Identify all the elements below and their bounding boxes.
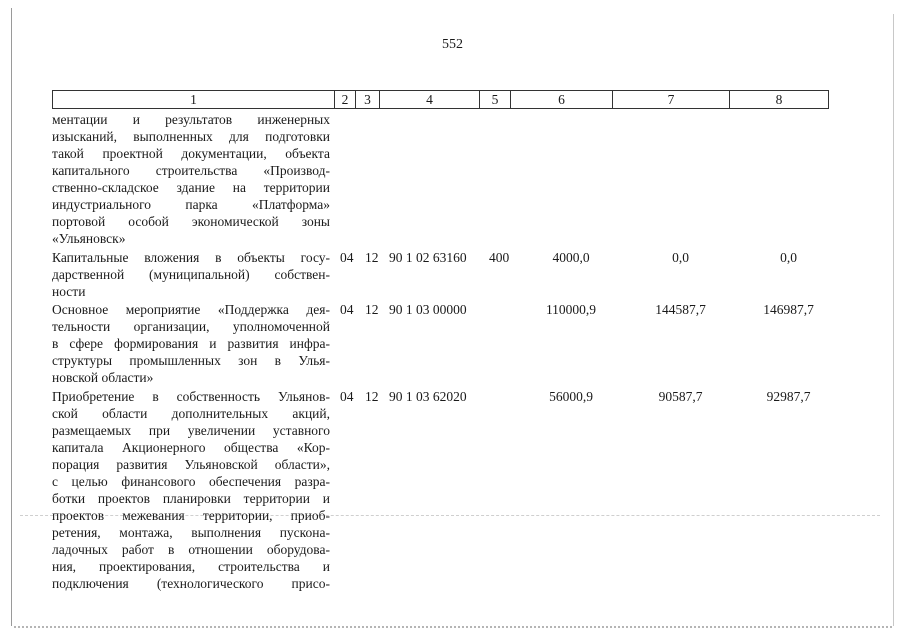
row-section-code: 04 xyxy=(340,250,354,265)
row-amount-col7: 0,0 xyxy=(672,250,689,265)
row-description-line: ретения, монтажа, выполнения пускона- xyxy=(52,525,330,540)
column-header-8: 8 xyxy=(730,91,829,109)
row-amount-col6: 4000,0 xyxy=(552,250,590,265)
row-description-line: «Ульяновск» xyxy=(52,231,126,246)
column-header-1: 1 xyxy=(53,91,335,109)
column-header-4: 4 xyxy=(380,91,480,109)
column-header-table xyxy=(52,90,829,109)
row-description-line: подключения (технологического присо- xyxy=(52,576,330,591)
row-description-line: в сфере формирования и развития инфра- xyxy=(52,336,330,351)
row-amount-col8: 0,0 xyxy=(780,250,797,265)
row-section-code: 04 xyxy=(340,302,354,317)
row-subsection-code: 12 xyxy=(365,302,379,317)
row-description-line: индустриального парка «Платформа» xyxy=(52,197,330,212)
page-edge-left xyxy=(11,8,12,626)
row-subsection-code: 12 xyxy=(365,389,379,404)
row-description-line: структуры промышленных зон в Улья- xyxy=(52,353,330,368)
row-description-line: портовой особой экономической зоны xyxy=(52,214,330,229)
row-description-line: ности xyxy=(52,284,86,299)
row-description xyxy=(52,301,330,386)
row-description-line: капитала Акционерного общества «Кор- xyxy=(52,440,330,455)
row-description-line: Основное мероприятие «Поддержка дея- xyxy=(52,302,330,317)
row-description-line: с целью финансового обеспечения разра- xyxy=(52,474,330,489)
column-header-6: 6 xyxy=(511,91,613,109)
row-description-line: дарственной (муниципальной) собствен- xyxy=(52,267,330,282)
row-description-line: новской области» xyxy=(52,370,154,385)
row-target-code: 90 1 03 00000 xyxy=(389,302,467,317)
row-description xyxy=(52,388,330,592)
row-description-line: ботки проектов планировки территории и xyxy=(52,491,330,506)
row-amount-col8: 146987,7 xyxy=(763,302,814,317)
column-header-row xyxy=(53,91,829,109)
page-number: 552 xyxy=(442,37,463,52)
row-description-line: ственно-складское здание на территории xyxy=(52,180,330,195)
row-amount-col7: 144587,7 xyxy=(655,302,706,317)
row-description-line: тельности организации, уполномоченной xyxy=(52,319,330,334)
row-subsection-code: 12 xyxy=(365,250,379,265)
row-target-code: 90 1 02 63160 xyxy=(389,250,467,265)
row-description-line: порация развития Ульяновской области», xyxy=(52,457,330,472)
row-description-line: изысканий, выполненных для подготовки xyxy=(52,129,330,144)
row-description-line: такой проектной документации, объекта xyxy=(52,146,330,161)
scan-artifact-line xyxy=(14,626,892,628)
row-description-line: ской области дополнительных акций, xyxy=(52,406,330,421)
row-description-line: размещаемых при увеличении уставного xyxy=(52,423,330,438)
row-amount-col6: 110000,9 xyxy=(545,302,597,317)
column-header-5: 5 xyxy=(480,91,511,109)
row-description xyxy=(52,249,330,300)
row-amount-col8: 92987,7 xyxy=(766,389,811,404)
page-edge-right xyxy=(893,14,894,626)
row-description-line: Приобретение в собственность Ульянов- xyxy=(52,389,330,404)
column-header-7: 7 xyxy=(613,91,730,109)
row-description-line: Капитальные вложения в объекты госу- xyxy=(52,250,330,265)
row-description-line: ментации и результатов инженерных xyxy=(52,112,330,127)
column-header-3: 3 xyxy=(356,91,380,109)
row-description-line: ладочных работ в отношении оборудова- xyxy=(52,542,330,557)
column-header-2: 2 xyxy=(335,91,356,109)
row-amount-col6: 56000,9 xyxy=(549,389,593,404)
row-description xyxy=(52,111,330,247)
row-section-code: 04 xyxy=(340,389,354,404)
row-description-line: капитального строительства «Производ- xyxy=(52,163,330,178)
row-amount-col7: 90587,7 xyxy=(658,389,703,404)
row-target-code: 90 1 03 62020 xyxy=(389,389,467,404)
row-expense-type: 400 xyxy=(489,250,510,265)
row-description-line: ния, проектирования, строительства и xyxy=(52,559,330,574)
row-description-line: проектов межевания территории, приоб- xyxy=(52,508,330,523)
